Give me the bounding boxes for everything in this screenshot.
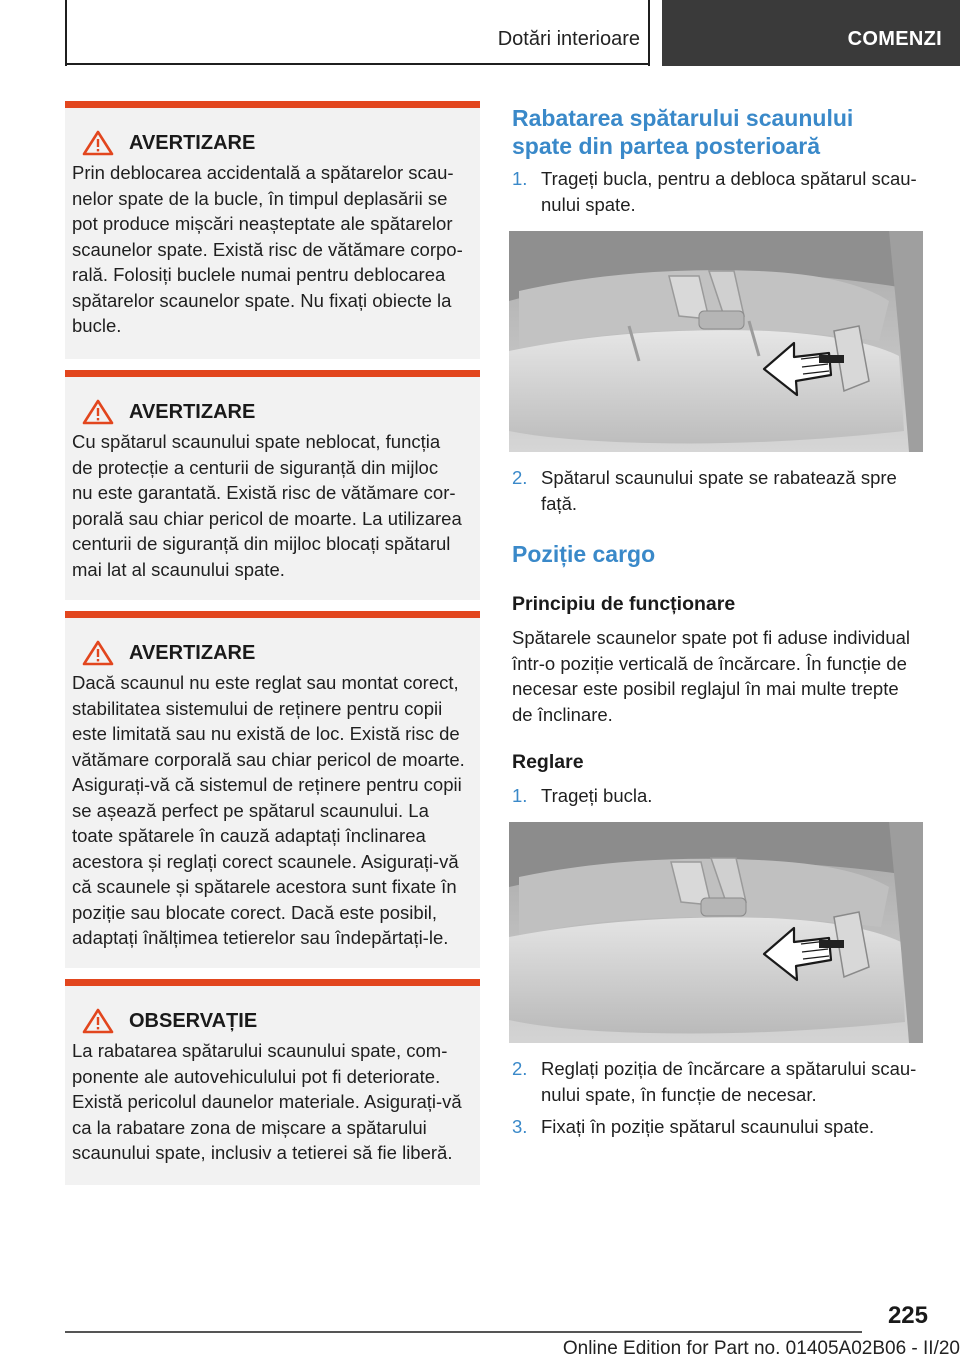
rear-seat-illustration [509, 822, 923, 1043]
section-heading-fold-backrest: Rabatarea spătarului scaunului spate din partea posterioară [512, 105, 854, 159]
warning-line: spătarelor scaunelor spate. Nu fixați obiecte la [72, 289, 452, 311]
step-number: 1. [512, 785, 528, 806]
rear-seat-photo-fold [509, 231, 923, 452]
warning-line: Cu spătarul scaunului spate neblocat, funcția [72, 431, 441, 452]
warning-triangle-icon [82, 130, 114, 156]
warning-line: rală. Folosiți buclele numai pentru deblocarea [72, 264, 446, 285]
header-chapter-label[interactable]: COMENZI [847, 28, 942, 50]
step-number: 2. [512, 1058, 528, 1079]
warning-triangle-icon [82, 640, 114, 666]
footer-rule [65, 1331, 862, 1333]
principle-paragraph: Spătarele scaunelor spate pot fi aduse individual într-o poziție verticală de încărcare. În funcție de necesar este posibil reglajul în mai multe trepte de înclinare. [512, 627, 911, 725]
header-rule-bottom [65, 63, 650, 65]
warning-triangle-icon [82, 1008, 114, 1034]
warning-line: nu este garantată. Există risc de vătămare cor‐ [72, 482, 456, 503]
cargo-step-2: 2. Reglați poziția de încărcare a spătarului scau‐ nului spate, în funcție de necesar. [512, 1058, 917, 1105]
warning-line: Dacă scaunul nu este reglat sau montat corect, [72, 672, 459, 693]
rear-seat-photo-cargo [509, 822, 923, 1043]
warning-line: nelor spate de la bucle, în timpul deplasării se [72, 187, 448, 209]
warning-triangle-icon [82, 399, 114, 425]
notice-line: ponente ale autovehiculului pot fi deteriorate. [72, 1065, 441, 1087]
warning-text [72, 160, 470, 339]
header-rule-left [65, 0, 67, 66]
subheading-principle: Principiu de funcționare [512, 593, 736, 615]
warning-line: pot produce mișcări neașteptate ale spătarelor [72, 213, 453, 234]
warning-line: acestora și reglați corect scaunele. Asigurați-vă [72, 850, 459, 872]
notice-line: scaunului spate, inclusiv a tetierei să fie liberă. [72, 1142, 453, 1163]
warning-line: toate spătarele în cauză adaptați înclinarea [72, 825, 426, 846]
edition-footer: Online Edition for Part no. 01405A02B06 - II/20 [562, 1338, 960, 1359]
warning-box-child-seat [65, 611, 480, 968]
warning-line: vătămare corporală sau chiar pericol de moarte. [72, 748, 465, 770]
rear-seat-illustration [509, 231, 923, 452]
step-number: 1. [512, 168, 528, 189]
notice-box-material-damage [65, 979, 480, 1185]
warning-box-unlock [65, 101, 480, 359]
step-number: 2. [512, 467, 528, 488]
warning-line: centurii de siguranță din mijloc blocați spătarul [72, 533, 451, 554]
warning-line: mai lat al scaunului spate. [72, 558, 285, 580]
warning-text [72, 429, 470, 582]
cargo-step-3: 3. Fixați în poziție spătarul scaunului spate. [512, 1114, 927, 1140]
notice-title: OBSERVAȚIE [129, 1009, 258, 1032]
notice-text [72, 1038, 470, 1166]
warning-line: Asigurați-vă că sistemul de reținere pentru copii [72, 774, 462, 795]
warning-title: AVERTIZARE [129, 400, 256, 423]
warning-line: porală sau chiar pericol de moarte. La utilizarea [72, 507, 462, 529]
warning-line: este limitată sau nu există de loc. Există risc de [72, 723, 460, 744]
notice-line: La rabatarea spătarului scaunului spate, com‐ [72, 1040, 448, 1061]
warning-text [72, 670, 470, 951]
warning-title: AVERTIZARE [129, 131, 256, 154]
warning-line: se așează perfect pe spătarul scaunului. La [72, 799, 429, 821]
warning-line: Prin deblocarea accidentală a spătarelor scau‐ [72, 162, 454, 183]
warning-line: bucle. [72, 315, 122, 336]
warning-line: adaptați înălțimea tetierelor sau îndepărtați-le. [72, 927, 449, 948]
page-number: 225 [887, 1302, 928, 1329]
warning-title: AVERTIZARE [129, 641, 256, 664]
warning-line: stabilitatea sistemului de reținere pentru copii [72, 697, 443, 719]
warning-line: că scaunele și spătarele acestora sunt fixate în [72, 876, 457, 897]
warning-box-center-belt [65, 370, 480, 600]
warning-line: poziție sau blocate corect. Dacă este posibil, [72, 901, 438, 923]
step-number: 3. [512, 1116, 528, 1137]
warning-line: de protecție a centurii de siguranță din mijloc [72, 456, 439, 478]
cargo-step-1: 1. Trageți bucla. [512, 783, 927, 809]
warning-line: scaunelor spate. Există risc de vătămare corpo‐ [72, 238, 463, 260]
subheading-adjust: Reglare [512, 751, 584, 773]
header-section-title: Dotări interioare [497, 28, 640, 50]
fold-step-1: 1. Trageți bucla, pentru a debloca spătarul scau‐ nului spate. [512, 168, 917, 215]
header-rule-right [648, 0, 650, 66]
fold-step-2: 2. Spătarul scaunului spate se rabatează spre față. [512, 467, 897, 514]
page-header [0, 0, 960, 66]
section-heading-cargo: Poziție cargo [512, 541, 656, 567]
notice-line: Există pericolul daunelor materiale. Asigurați-vă [72, 1091, 462, 1112]
notice-line: ca la rabatare zona de mișcare a spătarului [72, 1116, 427, 1138]
